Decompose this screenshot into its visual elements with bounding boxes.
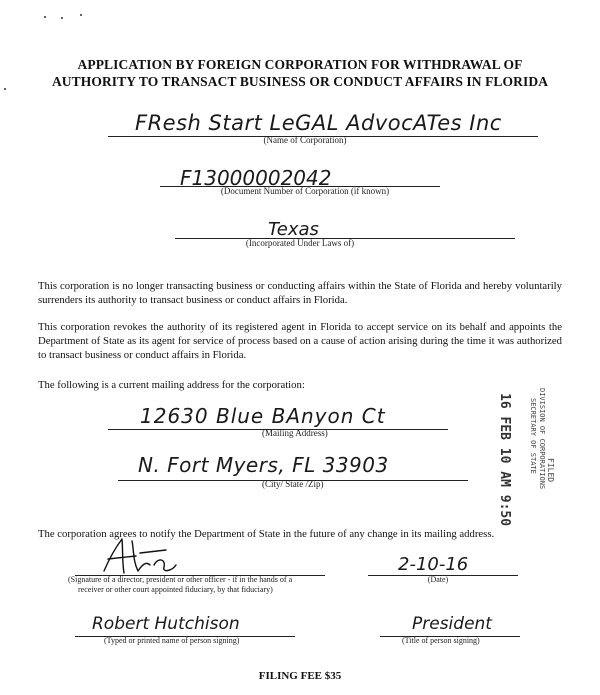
signer-title-value: President [412, 614, 492, 634]
mailing-address-intro: The following is a current mailing address for the corporation: [38, 379, 305, 391]
document-number-value: F13000002042 [180, 166, 332, 190]
city-state-zip-value: N. Fort Myers, FL 33903 [138, 453, 389, 477]
address-change-agreement: The corporation agrees to notify the Department of State in the future of any change in its mailing address. [38, 528, 495, 540]
filing-date-stamp: 16 FEB 10 AM 9:50 [497, 393, 512, 527]
incorporated-under-value: Texas [268, 219, 319, 240]
mailing-address-caption: (Mailing Address) [262, 428, 328, 438]
scan-speck [44, 16, 46, 18]
scan-speck [61, 17, 63, 19]
scan-speck [80, 14, 82, 16]
filing-fee: FILING FEE $35 [258, 670, 342, 682]
date-value: 2-10-16 [398, 554, 469, 575]
stamp-division-of-corporations: DIVISION OF CORPORATIONS [538, 388, 546, 490]
incorporated-under-caption: (Incorporated Under Laws of) [245, 238, 355, 248]
date-caption: (Date) [427, 575, 449, 584]
signature-caption-1: (Signature of a director, president or other officer - if in the hands of a [68, 575, 293, 584]
form-title-line-1: APPLICATION BY FOREIGN CORPORATION FOR WITHDRAWAL OF [77, 57, 523, 72]
corporation-name-value: FResh Start LeGAL AdvocATes Inc [135, 111, 502, 135]
document-number-caption: (Document Number of Corporation (if known) [220, 186, 390, 196]
signature-caption-2: receiver or other court appointed fiduciary, by that fiduciary) [78, 585, 273, 594]
agent-revocation-statement: This corporation revokes the authority of its registered agent in Florida to accept service on its behalf and appoints the Department of State as its agent for service of process based on a cause of action arising during the time it was authorized to transact business or conduct affairs in Florida. [38, 321, 562, 361]
officer-signature [92, 535, 212, 579]
mailing-address-value: 12630 Blue BAnyon Ct [140, 404, 386, 428]
city-state-zip-caption: (City/ State /Zip) [262, 479, 324, 489]
signer-title-caption: (Title of person signing) [402, 636, 480, 645]
withdrawal-statement: This corporation is no longer transacting business or conducting affairs within the State of Florida and hereby voluntarily surrenders its authority to transact business or conduct affairs in Florida. [38, 280, 562, 306]
printed-name-caption: (Typed or printed name of person signing) [104, 636, 240, 645]
form-title-line-2: AUTHORITY TO TRANSACT BUSINESS OR CONDUCT AFFAIRS IN FLORIDA [51, 74, 549, 89]
stamp-filed: FILED [546, 458, 555, 483]
printed-name-value: Robert Hutchison [92, 614, 240, 634]
stamp-secretary-of-state: SECRETARY OF STATE [529, 398, 537, 474]
corporation-name-caption: (Name of Corporation) [263, 135, 347, 145]
